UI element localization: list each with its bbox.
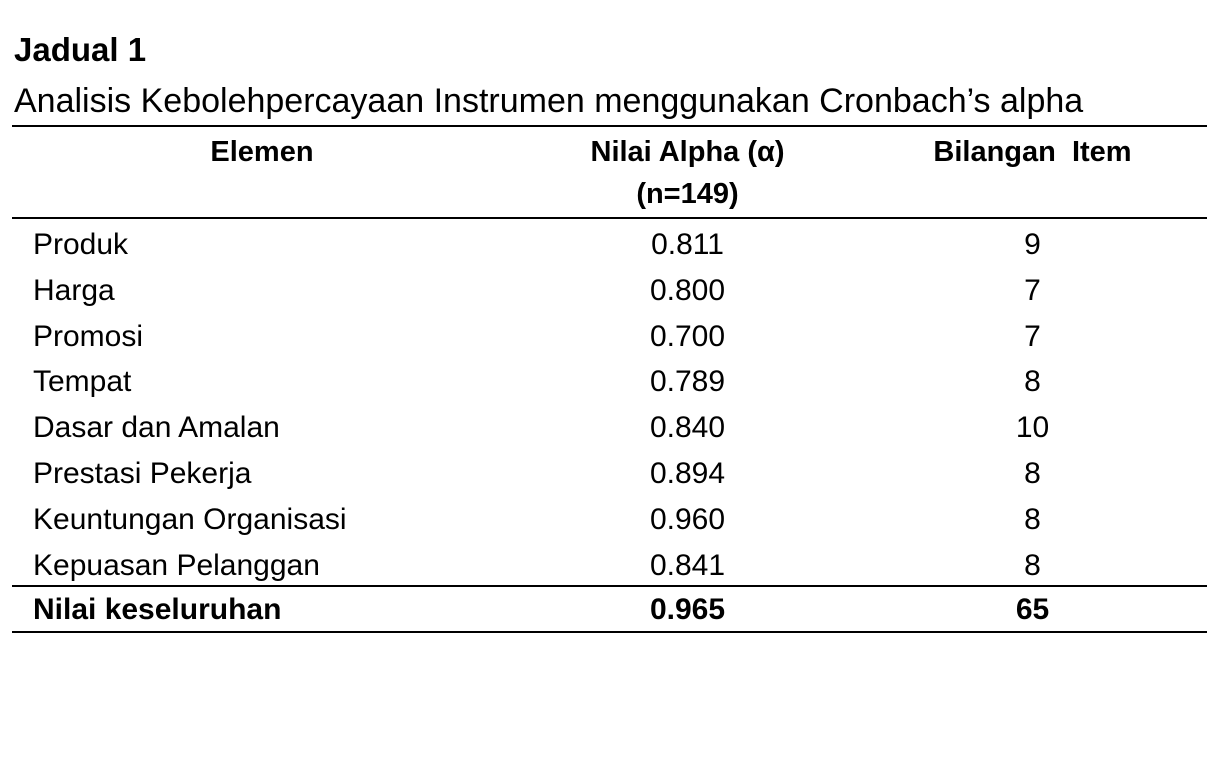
table-header-rule (12, 217, 1207, 219)
table-total-row (0, 588, 1230, 632)
total-element: Nilai keseluruhan (33, 593, 282, 626)
table-row (0, 268, 1230, 314)
table-body (0, 222, 1230, 588)
row-items: 8 (1024, 456, 1041, 490)
row-items: 7 (1024, 319, 1041, 353)
row-items: 8 (1024, 365, 1041, 399)
row-alpha: 0.841 (649, 548, 726, 582)
row-items: 9 (1024, 228, 1041, 261)
row-alpha: 0.700 (649, 319, 726, 353)
row-items: 10 (1015, 411, 1050, 445)
table-row (0, 314, 1230, 360)
header-alpha-line2: (n=149) (636, 178, 739, 210)
row-alpha: 0.800 (649, 273, 726, 307)
header-alpha-line1: Nilai Alpha (α) (590, 136, 785, 168)
row-items: 7 (1024, 273, 1041, 307)
row-alpha: 0.811 (651, 228, 724, 261)
table-row (0, 222, 1230, 268)
row-items: 8 (1024, 502, 1041, 536)
row-alpha: 0.789 (649, 365, 726, 399)
row-element: Produk (33, 228, 129, 261)
table-row (0, 359, 1230, 405)
table-bottom-rule (12, 631, 1207, 633)
row-element: Keuntungan Organisasi (33, 502, 347, 536)
table-row (0, 451, 1230, 497)
header-alpha (515, 131, 860, 215)
header-element: Elemen (210, 136, 314, 168)
row-alpha: 0.840 (649, 411, 726, 445)
header-items: Bilangan Item (933, 136, 1132, 168)
row-element: Tempat (33, 365, 132, 399)
row-element: Promosi (33, 319, 144, 353)
row-alpha: 0.894 (649, 456, 726, 490)
table-total-rule (12, 585, 1207, 587)
table-label: Jadual 1 (14, 31, 147, 68)
total-items: 65 (1015, 593, 1050, 626)
table-row (0, 405, 1230, 451)
table-row (0, 497, 1230, 543)
row-element: Dasar dan Amalan (33, 411, 280, 445)
row-items: 8 (1024, 548, 1041, 582)
table-top-rule (12, 125, 1207, 127)
table-row (0, 543, 1230, 589)
row-alpha: 0.960 (649, 502, 726, 536)
table-caption: Analisis Kebolehpercayaan Instrumen menggunakan Cronbach’s alpha (14, 82, 1084, 120)
row-element: Kepuasan Pelanggan (33, 548, 320, 582)
row-element: Prestasi Pekerja (33, 456, 252, 490)
total-alpha: 0.965 (649, 593, 726, 626)
row-element: Harga (33, 273, 115, 307)
